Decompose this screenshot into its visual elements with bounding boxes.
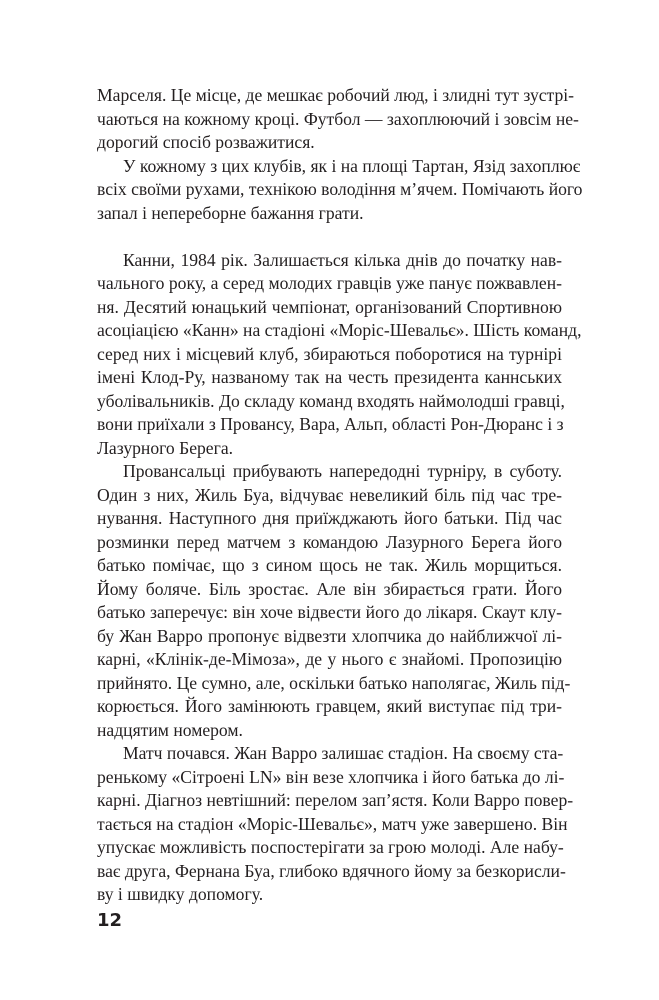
page-body-text — [97, 84, 583, 907]
text-line: ває друга, Фернана Буа, глибоко вдячного йому за безкорисли- — [97, 860, 566, 881]
text-line: Йому боляче. Біль зростає. Але він збирається грати. Його — [97, 578, 562, 599]
text-line: корюється. Його замінюють гравцем, який виступає під три- — [97, 696, 562, 716]
paragraph — [97, 460, 571, 742]
paragraph — [97, 742, 574, 907]
text-line: ву і швидку допомогу. — [97, 884, 264, 904]
text-line: нування. Наступного дня приїжджають його батьки. Під час — [97, 508, 562, 528]
text-line: надцятим номером. — [97, 719, 243, 740]
text-line: ня. Десятий юнацький чемпіонат, організований Спортивною — [97, 296, 562, 317]
text-line: асоціацією «Канн» на стадіоні «Моріс-Шевальє». Шість команд, — [97, 320, 582, 340]
text-line: батько помічає, що з сином щось не так. Жиль морщиться. — [97, 555, 562, 575]
text-line: запал і непереборне бажання грати. — [97, 202, 364, 223]
text-line: бу Жан Варро пропонує відвезти хлопчика до найближчої лі- — [97, 625, 562, 646]
paragraph — [97, 84, 579, 155]
text-line: чального року, а серед молодих гравців уже панує пожвавлен- — [97, 273, 562, 293]
text-line: Провансальці прибувають напередодні турніру, в суботу. — [123, 461, 562, 481]
text-line: вони приїхали з Провансу, Вара, Альп, області Рон-Дюранс і з — [97, 414, 564, 434]
text-line: серед них і місцевий клуб, збираються поборотися на турнірі — [97, 343, 562, 364]
text-line: тається на стадіон «Моріс-Шевальє», матч уже завершено. Він — [97, 813, 568, 834]
text-line: ренькому «Сітроені LN» він везе хлопчика і його батька до лі- — [97, 766, 565, 787]
text-line: розминки перед матчем з командою Лазурного Берега його — [97, 531, 562, 552]
text-line: чаються на кожному кроці. Футбол — захоплюючий і зовсім не- — [97, 108, 579, 129]
text-line: Канни, 1984 рік. Залишається кілька днів до початку нав- — [123, 249, 562, 270]
text-line: всіх своїми рухами, технікою володіння м’ячем. Помічають його — [97, 179, 583, 199]
paragraph — [97, 155, 583, 226]
text-line: карні. Діагноз невтішний: перелом зап’ястя. Коли Варро повер- — [97, 790, 574, 810]
text-line: Матч почався. Жан Варро залишає стадіон. На своєму ста- — [123, 743, 564, 763]
page-number: 12 — [97, 910, 123, 931]
text-line: дорогий спосіб розважитися. — [97, 132, 315, 152]
text-line: упускає можливість поспостерігати за грою молоді. Але набу- — [97, 837, 564, 857]
text-line: У кожному з цих клубів, як і на площі Тартан, Язід захоплює — [123, 155, 581, 176]
text-line: Один з них, Жиль Буа, відчуває невеликий біль під час тре- — [97, 484, 562, 505]
text-line: прийнято. Це сумно, але, оскільки батько наполягає, Жиль під- — [97, 672, 571, 693]
text-line: батько заперечує: він хоче відвести його до лікаря. Скаут клу- — [97, 602, 562, 622]
text-line: Лазурного Берега. — [97, 437, 234, 458]
text-line: імені Клод-Ру, названому так на честь президента каннських — [97, 367, 562, 387]
text-line: карні, «Клінік-де-Мімоза», де у нього є знайомі. Пропозицію — [97, 649, 562, 669]
text-line: уболівальників. До складу команд входять наймолодші гравці, — [97, 390, 565, 411]
paragraph — [97, 249, 582, 461]
text-line: Марселя. Це місце, де мешкає робочий люд, і злидні тут зустрі- — [97, 85, 575, 105]
